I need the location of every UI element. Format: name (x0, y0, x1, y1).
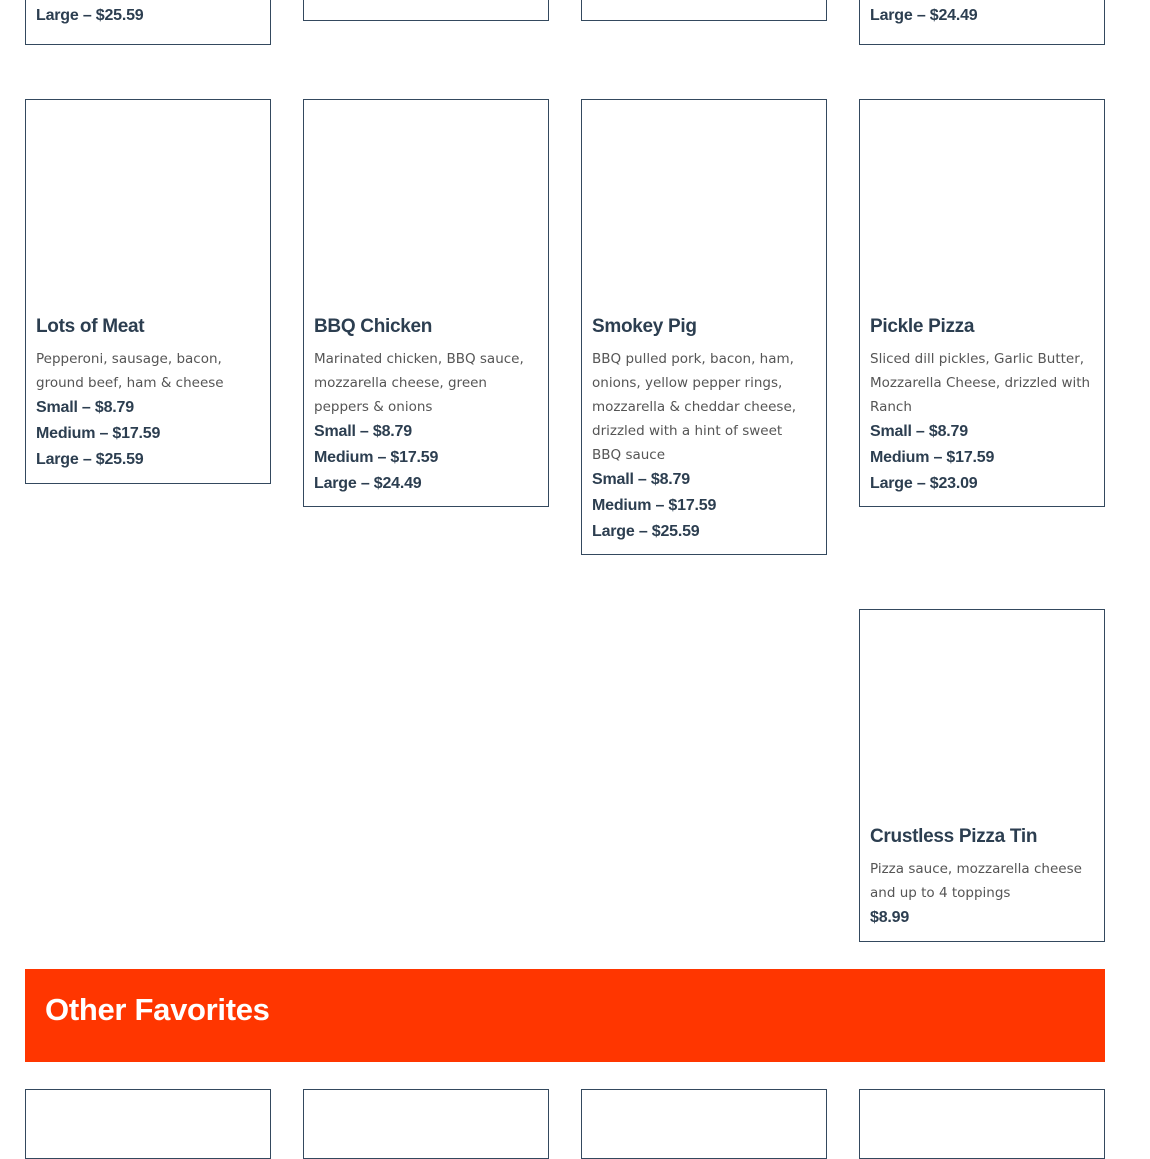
item-description: Pizza sauce, mozzarella cheese and up to 4 toppings (870, 861, 1082, 901)
item-description: BBQ pulled pork, bacon, ham, onions, yellow pepper rings, mozzarella & cheddar cheese, drizzled with a hint of sweet BBQ sauce (592, 351, 797, 463)
price-medium: Medium – $17.59 (592, 497, 717, 514)
menu-card-pickle-pizza[interactable] (859, 99, 1105, 507)
menu-card-lots-of-meat[interactable] (25, 99, 271, 484)
price-small: Small – $8.79 (870, 423, 968, 440)
menu-card-partial-2 (303, 0, 549, 21)
menu-card-partial-6[interactable] (303, 1089, 549, 1159)
menu-card-partial-7[interactable] (581, 1089, 827, 1159)
price: $8.99 (870, 909, 910, 926)
menu-card-crustless-pizza-tin[interactable] (859, 609, 1105, 942)
price-medium: Medium – $17.59 (36, 425, 161, 442)
price-large: Large – $23.09 (870, 475, 978, 492)
menu-card-partial-1 (25, 0, 271, 45)
menu-card-smokey-pig[interactable] (581, 99, 827, 555)
menu-card-partial-3 (581, 0, 827, 21)
price-small: Small – $8.79 (592, 471, 690, 488)
section-heading: Other Favorites (45, 992, 270, 1027)
price-small: Small – $8.79 (36, 399, 134, 416)
price-large: Large – $24.49 (314, 475, 422, 492)
item-description: Pepperoni, sausage, bacon, ground beef, ham & cheese (36, 351, 224, 391)
item-title: BBQ Chicken (314, 316, 433, 337)
section-banner-other-favorites (25, 969, 1105, 1062)
item-title: Pickle Pizza (870, 316, 975, 337)
price-large: Large – $25.59 (592, 523, 700, 540)
menu-card-bbq-chicken[interactable] (303, 99, 549, 507)
price-medium: Medium – $17.59 (314, 449, 439, 466)
item-description: Marinated chicken, BBQ sauce, mozzarella cheese, green peppers & onions (314, 351, 524, 415)
price-large: Large – $25.59 (36, 451, 144, 468)
price-medium: Medium – $17.59 (870, 449, 995, 466)
item-title: Smokey Pig (592, 316, 697, 337)
item-title: Lots of Meat (36, 316, 145, 337)
menu-card-partial-8[interactable] (859, 1089, 1105, 1159)
menu-card-partial-5[interactable] (25, 1089, 271, 1159)
item-title: Crustless Pizza Tin (870, 826, 1038, 847)
price-large: Large – $25.59 (36, 7, 144, 24)
menu-card-partial-4 (859, 0, 1105, 45)
price-small: Small – $8.79 (314, 423, 412, 440)
price-large: Large – $24.49 (870, 7, 978, 24)
item-description: Sliced dill pickles, Garlic Butter, Mozzarella Cheese, drizzled with Ranch (870, 351, 1091, 415)
